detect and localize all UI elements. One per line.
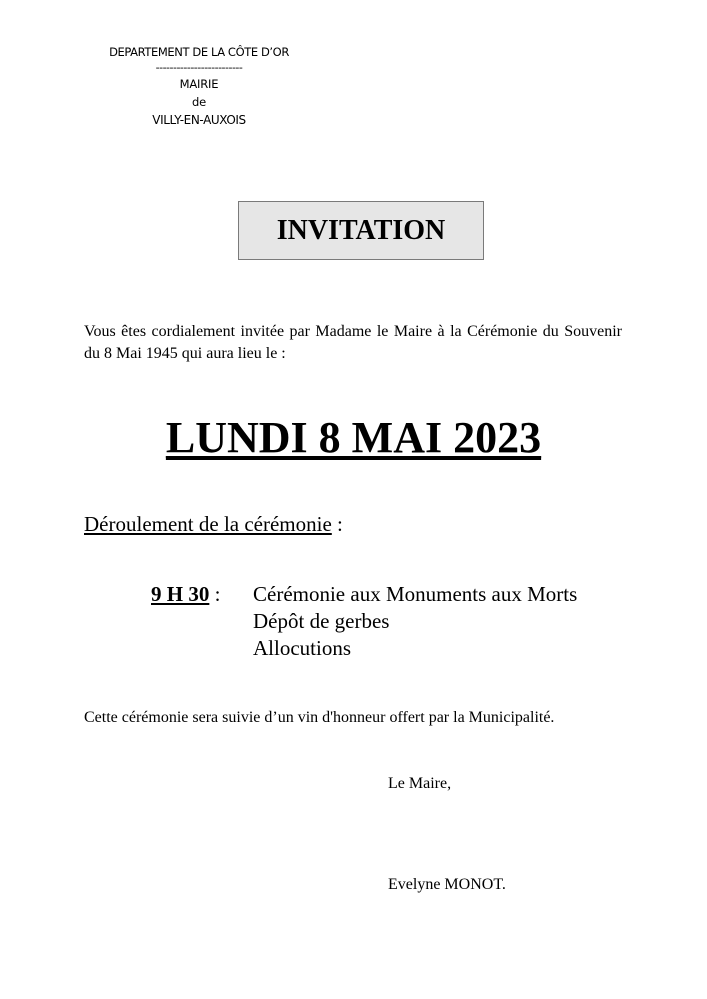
de-label: de [192, 95, 206, 109]
event-date-text: LUNDI 8 MAI 2023 [165, 413, 542, 462]
schedule-time-text: 9 H 30 [151, 582, 210, 606]
schedule-item: Cérémonie aux Monuments aux Morts [253, 582, 578, 606]
intro-paragraph: Vous êtes cordialement invitée par Madame le Maire à la Cérémonie du Souvenir du 8 Mai 1945 qui aura lieu le : [84, 323, 622, 362]
commune-name: VILLY-EN-AUXOIS [152, 113, 246, 127]
program-heading-text: Déroulement de la cérémonie [84, 512, 332, 536]
department-name: DEPARTEMENT DE LA CÔTE D’OR [109, 45, 289, 59]
signature-name: Evelyne MONOT. [388, 876, 506, 893]
program-heading [84, 510, 343, 538]
event-date [0, 410, 707, 466]
letterhead [86, 43, 312, 129]
closing-paragraph: Cette cérémonie sera suivie d’un vin d'honneur offert par la Municipalité. [84, 709, 555, 726]
schedule-items [253, 581, 577, 662]
schedule-time [151, 581, 220, 608]
invitation-title: INVITATION [276, 214, 446, 246]
invitation-title-box [238, 201, 484, 260]
header-separator: ------------------------- [155, 61, 243, 74]
program-heading-colon: : [331, 512, 343, 536]
signature-title: Le Maire, [388, 775, 452, 792]
schedule-time-colon: : [209, 582, 221, 606]
mairie-label: MAIRIE [179, 77, 219, 91]
schedule-item: Dépôt de gerbes [253, 609, 390, 633]
schedule-item: Allocutions [253, 636, 351, 660]
